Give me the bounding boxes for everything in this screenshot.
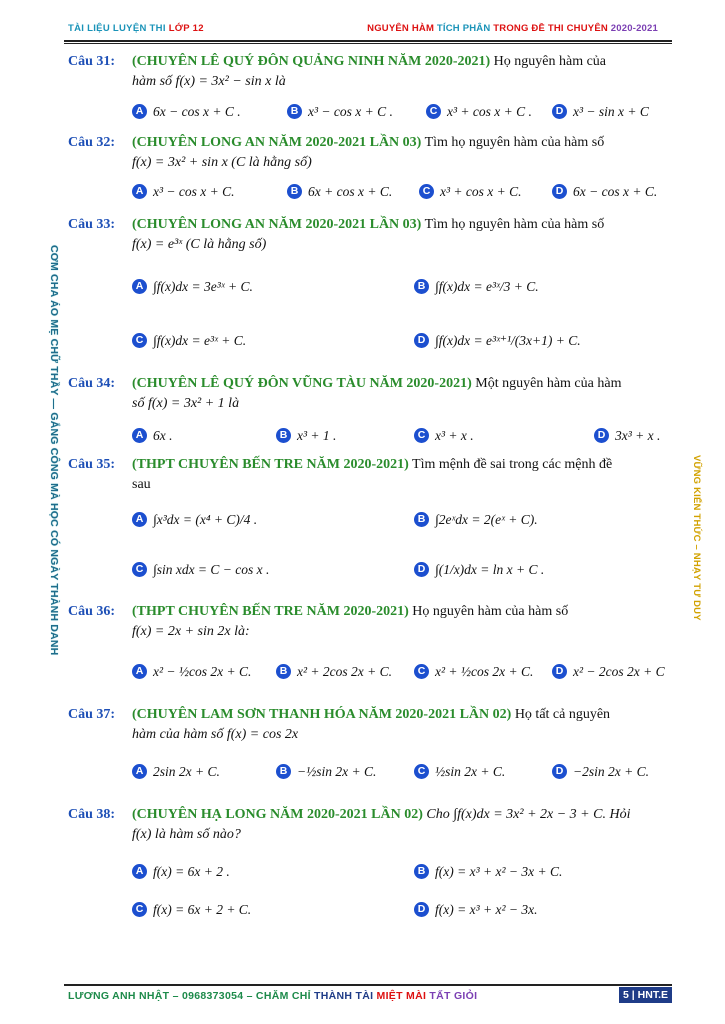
option-d[interactable] — [414, 900, 538, 919]
option-value: ∫f(x)dx = e³ˣ + C. — [153, 332, 247, 348]
option-label-b: B — [287, 184, 302, 199]
option-d[interactable] — [414, 560, 544, 579]
question-37 — [68, 705, 674, 745]
option-label-a: A — [132, 664, 147, 679]
option-value: f(x) = x³ + x² − 3x. — [435, 901, 538, 917]
option-b[interactable] — [414, 862, 562, 881]
option-a[interactable] — [132, 182, 235, 201]
header-topic-c: TRONG ĐỀ THI CHUYÊN — [493, 23, 611, 34]
option-value: x² + 2cos 2x + C. — [297, 663, 393, 679]
header-divider-thin — [64, 43, 672, 44]
question-38 — [68, 805, 674, 845]
option-c[interactable] — [132, 900, 251, 919]
option-a[interactable] — [132, 510, 257, 529]
option-b[interactable] — [414, 277, 539, 296]
option-label-a: A — [132, 184, 147, 199]
option-c[interactable] — [414, 762, 505, 781]
option-label-b: B — [287, 104, 302, 119]
page-number: 5 | HNT.E — [619, 987, 672, 1003]
header-right — [367, 23, 658, 34]
side-banner-left: CƠM CHA ÁO MẸ CHỮ THẦY — GẮNG CÔNG MÀ HỌC CÓ NGÀY THÀNH DANH — [48, 245, 60, 656]
option-label-c: C — [426, 104, 441, 119]
option-b[interactable] — [287, 102, 393, 121]
header-grade: LỚP 12 — [168, 23, 204, 34]
question-number: Câu 35: — [68, 457, 116, 472]
question-text: Họ nguyên hàm của hàm số — [408, 604, 569, 619]
option-b[interactable] — [276, 426, 336, 445]
option-value: x³ − cos x + C. — [153, 183, 235, 199]
option-b[interactable] — [287, 182, 392, 201]
question-source: (CHUYÊN LONG AN NĂM 2020-2021 LẦN 03) — [132, 135, 422, 150]
question-source: (CHUYÊN LAM SƠN THANH HÓA NĂM 2020-2021 LẦN 02) — [132, 707, 512, 722]
header-doc-title: TÀI LIỆU LUYỆN THI — [68, 23, 169, 34]
question-text: Một nguyên hàm của hàm — [471, 376, 622, 391]
question-source: (CHUYÊN HẠ LONG NĂM 2020-2021 LẦN 02) — [132, 807, 423, 822]
question-number: Câu 37: — [68, 707, 116, 722]
option-label-d: D — [552, 764, 567, 779]
option-label-c: C — [414, 664, 429, 679]
option-d[interactable] — [594, 426, 660, 445]
option-a[interactable] — [132, 102, 241, 121]
question-text: Tìm họ nguyên hàm của hàm số — [421, 217, 605, 232]
option-value: ∫(1/x)dx = ln x + C . — [435, 561, 545, 577]
option-value: 6x . — [153, 427, 173, 443]
option-value: ½sin 2x + C. — [435, 763, 506, 779]
option-value: x² − 2cos 2x + C — [573, 663, 665, 679]
question-source: (CHUYÊN LÊ QUÝ ĐÔN QUẢNG NINH NĂM 2020-2021) — [132, 54, 491, 69]
header-year: 2020-2021 — [610, 23, 658, 34]
option-value: 3x³ + x . — [615, 427, 661, 443]
option-label-d: D — [552, 184, 567, 199]
option-value: x³ + x . — [435, 427, 474, 443]
option-b[interactable] — [414, 510, 538, 529]
option-value: f(x) = x³ + x² − 3x + C. — [435, 863, 563, 879]
question-source: (THPT CHUYÊN BẾN TRE NĂM 2020-2021) — [132, 457, 409, 472]
option-label-c: C — [414, 428, 429, 443]
option-label-c: C — [414, 764, 429, 779]
option-label-c: C — [419, 184, 434, 199]
question-text: Họ nguyên hàm của — [490, 54, 607, 69]
question-source: (CHUYÊN LONG AN NĂM 2020-2021 LẦN 03) — [132, 217, 422, 232]
option-label-b: B — [276, 764, 291, 779]
question-text-line2: f(x) là hàm số nào? — [132, 827, 241, 842]
option-label-c: C — [132, 562, 147, 577]
footer-author — [68, 990, 477, 1002]
footer-divider — [64, 984, 672, 986]
option-a[interactable] — [132, 762, 220, 781]
option-label-a: A — [132, 428, 147, 443]
option-label-b: B — [276, 428, 291, 443]
footer-motto-c: MIỆT MÀI — [376, 990, 430, 1002]
option-d[interactable] — [552, 182, 657, 201]
side-banner-right: VỮNG KIẾN THỨC – NHẠY TƯ DUY — [691, 455, 702, 621]
question-35 — [68, 455, 674, 495]
option-label-a: A — [132, 279, 147, 294]
option-value: −2sin 2x + C. — [573, 763, 649, 779]
option-label-d: D — [594, 428, 609, 443]
header-topic-b: TÍCH PHÂN — [436, 23, 494, 34]
option-a[interactable] — [132, 426, 173, 445]
option-d[interactable] — [552, 662, 665, 681]
question-text: Họ tất cả nguyên — [511, 707, 611, 722]
option-label-a: A — [132, 764, 147, 779]
footer-motto-d: TẤT GIỎI — [429, 990, 478, 1002]
question-number: Câu 36: — [68, 604, 116, 619]
header-divider — [64, 40, 672, 42]
option-value: x³ + cos x + C. — [440, 183, 522, 199]
option-value: ∫f(x)dx = e³ˣ⁺¹/(3x+1) + C. — [435, 332, 581, 348]
option-label-b: B — [414, 512, 429, 527]
option-label-d: D — [552, 104, 567, 119]
option-value: f(x) = 6x + 2 + C. — [153, 901, 252, 917]
header-topic-a: NGUYÊN HÀM — [367, 23, 437, 34]
question-33 — [68, 215, 674, 255]
question-number: Câu 32: — [68, 135, 116, 150]
question-32 — [68, 133, 674, 173]
option-value: ∫f(x)dx = 3e³ˣ + C. — [153, 278, 253, 294]
option-a[interactable] — [132, 277, 253, 296]
option-value: x³ + 1 . — [297, 427, 337, 443]
option-label-c: C — [132, 902, 147, 917]
option-value: x³ + cos x + C . — [447, 103, 532, 119]
question-source: (CHUYÊN LÊ QUÝ ĐÔN VŨNG TÀU NĂM 2020-2021) — [132, 376, 472, 391]
option-b[interactable] — [276, 662, 392, 681]
question-number: Câu 38: — [68, 807, 116, 822]
option-c[interactable] — [414, 662, 533, 681]
option-value: x² − ½cos 2x + C. — [153, 663, 252, 679]
option-label-c: C — [132, 333, 147, 348]
option-label-b: B — [276, 664, 291, 679]
option-value: ∫x³dx = (x⁴ + C)/4 . — [153, 511, 258, 527]
option-value: 6x + cos x + C. — [308, 183, 393, 199]
option-value: ∫f(x)dx = e³ˣ/3 + C. — [435, 278, 539, 294]
option-c[interactable] — [132, 331, 246, 350]
option-label-b: B — [414, 279, 429, 294]
option-value: 6x − cos x + C. — [573, 183, 658, 199]
question-number: Câu 31: — [68, 54, 116, 69]
option-value: −½sin 2x + C. — [297, 763, 377, 779]
question-number: Câu 34: — [68, 376, 116, 391]
question-34 — [68, 374, 674, 414]
question-text: Tìm họ nguyên hàm của hàm số — [421, 135, 605, 150]
option-label-d: D — [414, 333, 429, 348]
option-value: f(x) = 6x + 2 . — [153, 863, 230, 879]
page-header — [64, 21, 672, 39]
option-label-d: D — [552, 664, 567, 679]
option-label-d: D — [414, 562, 429, 577]
option-label-a: A — [132, 512, 147, 527]
question-36 — [68, 602, 674, 642]
option-a[interactable] — [132, 662, 251, 681]
question-number: Câu 33: — [68, 217, 116, 232]
option-c[interactable] — [426, 102, 532, 121]
footer-motto-b: THÀNH TÀI — [314, 990, 377, 1002]
option-value: x³ − sin x + C — [573, 103, 649, 119]
option-value: 2sin 2x + C. — [153, 763, 220, 779]
option-value: ∫2eˣdx = 2(eˣ + C). — [435, 511, 538, 527]
option-a[interactable] — [132, 862, 230, 881]
question-text-line2: hàm của hàm số f(x) = cos 2x — [132, 727, 299, 742]
option-label-d: D — [414, 902, 429, 917]
option-d[interactable] — [552, 102, 649, 121]
footer-author-text: LƯƠNG ANH NHẬT – 0968373054 – CHĂM CHỈ — [68, 990, 315, 1002]
option-label-a: A — [132, 864, 147, 879]
option-c[interactable] — [132, 560, 269, 579]
option-label-b: B — [414, 864, 429, 879]
option-value: 6x − cos x + C . — [153, 103, 241, 119]
option-value: x² + ½cos 2x + C. — [435, 663, 534, 679]
question-text-line2: sau — [132, 477, 151, 492]
question-text-line2: f(x) = 3x² + sin x (C là hằng số) — [132, 155, 312, 170]
option-c[interactable] — [419, 182, 522, 201]
option-b[interactable] — [276, 762, 376, 781]
option-d[interactable] — [552, 762, 649, 781]
question-source: (THPT CHUYÊN BẾN TRE NĂM 2020-2021) — [132, 604, 409, 619]
question-text-line2: f(x) = 2x + sin 2x là: — [132, 624, 250, 639]
option-value: ∫sin xdx = C − cos x . — [153, 561, 270, 577]
option-value: x³ − cos x + C . — [308, 103, 393, 119]
option-d[interactable] — [414, 331, 581, 350]
question-31 — [68, 52, 674, 92]
question-text-line2: số f(x) = 3x² + 1 là — [132, 396, 240, 411]
question-text-line2: hàm số f(x) = 3x² − sin x là — [132, 74, 286, 89]
question-text-line2: f(x) = e³ˣ (C là hằng số) — [132, 237, 267, 252]
option-c[interactable] — [414, 426, 474, 445]
page-footer — [64, 987, 672, 1003]
header-left — [68, 23, 204, 34]
question-text: Cho ∫f(x)dx = 3x² + 2x − 3 + C. Hỏi — [422, 807, 631, 822]
question-text: Tìm mệnh đề sai trong các mệnh đề — [408, 457, 613, 472]
option-label-a: A — [132, 104, 147, 119]
